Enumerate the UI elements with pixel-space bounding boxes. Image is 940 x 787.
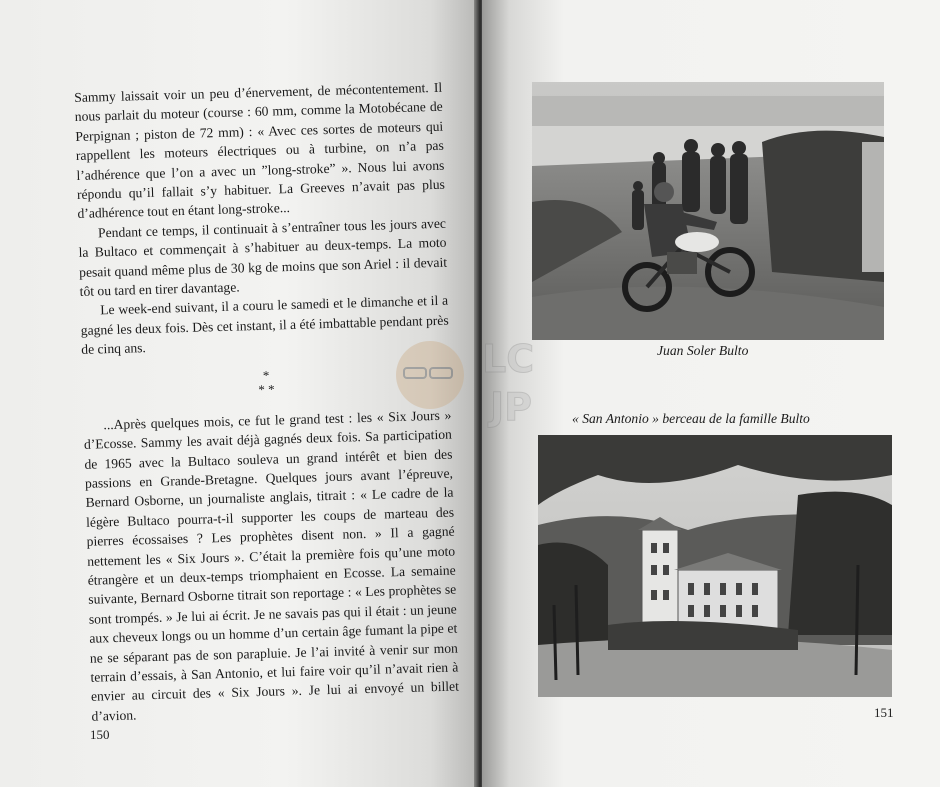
page-number-right: 151	[874, 705, 894, 720]
svg-text:LC: LC	[482, 337, 535, 381]
caption-juan-soler-bulto: Juan Soler Bulto	[657, 343, 749, 358]
body-text	[74, 78, 460, 726]
caption-san-antonio: « San Antonio » berceau de la famille Bulto	[572, 411, 810, 426]
paragraph-3: Le week-end suivant, il a couru le samedi et le dimanche et il a gagné les deux fois. Dès cet instant, il a été imbattable pendant près de cinq ans.	[80, 293, 449, 358]
paragraph-4: ...Après quelques mois, ce fut le grand test : les « Six Jours » d’Ecosse. Sammy les avait déjà gagnés deux fois. Sa participation de 1965 avec la Bultaco souleva un grand intérêt et bien des passions en Grande-Bretagne. Quelques jours avant l’épreuve, Bernard Osborne, un journaliste anglais, titrait : « Le cadre de la légère Bultaco pourra-t-il supporter les coups de marteau des pierres écossaises ? Les prophètes disent non. » Il a gagné nettement les « Six Jours ». C’était la première fois qu’une moto étrangère et un deux-temps triomphaient en Ecosse. La semaine suivante, Bernard Osborne titrait son reportage : « Les prophètes se sont trompés. » Je lui ai écrit. Je ne savais pas qui il était : un jeune aux cheveux longs ou un homme d’un certain âge fumant la pipe et ne se séparant pas de son parapluie. Je l’ai invité à venir sur mon terrain d’essais, à San Antonio, et lui faire voir qu’il n’avait rien à envier au circuit des « Six Jours ». Je lui ai envoyé un billet d’avion.	[83, 407, 460, 724]
section-break	[82, 363, 451, 401]
section-break-top: *	[262, 367, 270, 383]
paragraph-2: Pendant ce temps, il continuait à s’entraîner tous les jours avec la Bultaco et commençait à s’habituer au deux-temps. La moto pesait quand même plus de 30 kg de moins que son Ariel : il devait tôt ou tard en tirer davantage.	[78, 215, 448, 299]
section-break-bottom: * *	[258, 381, 275, 397]
photo-motorcycle-rider	[532, 82, 884, 340]
paragraph-1: Sammy laissait voir un peu d’énervement, de mécontentement. Il nous parlait du moteur (course : 60 mm, comme la Motobécane de Perpignan ; piston de 72 mm) : « Avec ces sortes de moteurs qui rappellent les moteurs électriques ou à turbine, on n’a pas l’adhérence que l’on a avec un ”long-stroke” ». Nous lui avons répondu qu’il fallait s’y habituer. La Greeves n’avait pas plus d’adhérence tout en étant long-stroke...	[74, 79, 446, 222]
svg-text:JP: JP	[490, 385, 532, 429]
page-number-left: 150	[90, 727, 110, 742]
photo-san-antonio-house	[538, 435, 892, 697]
